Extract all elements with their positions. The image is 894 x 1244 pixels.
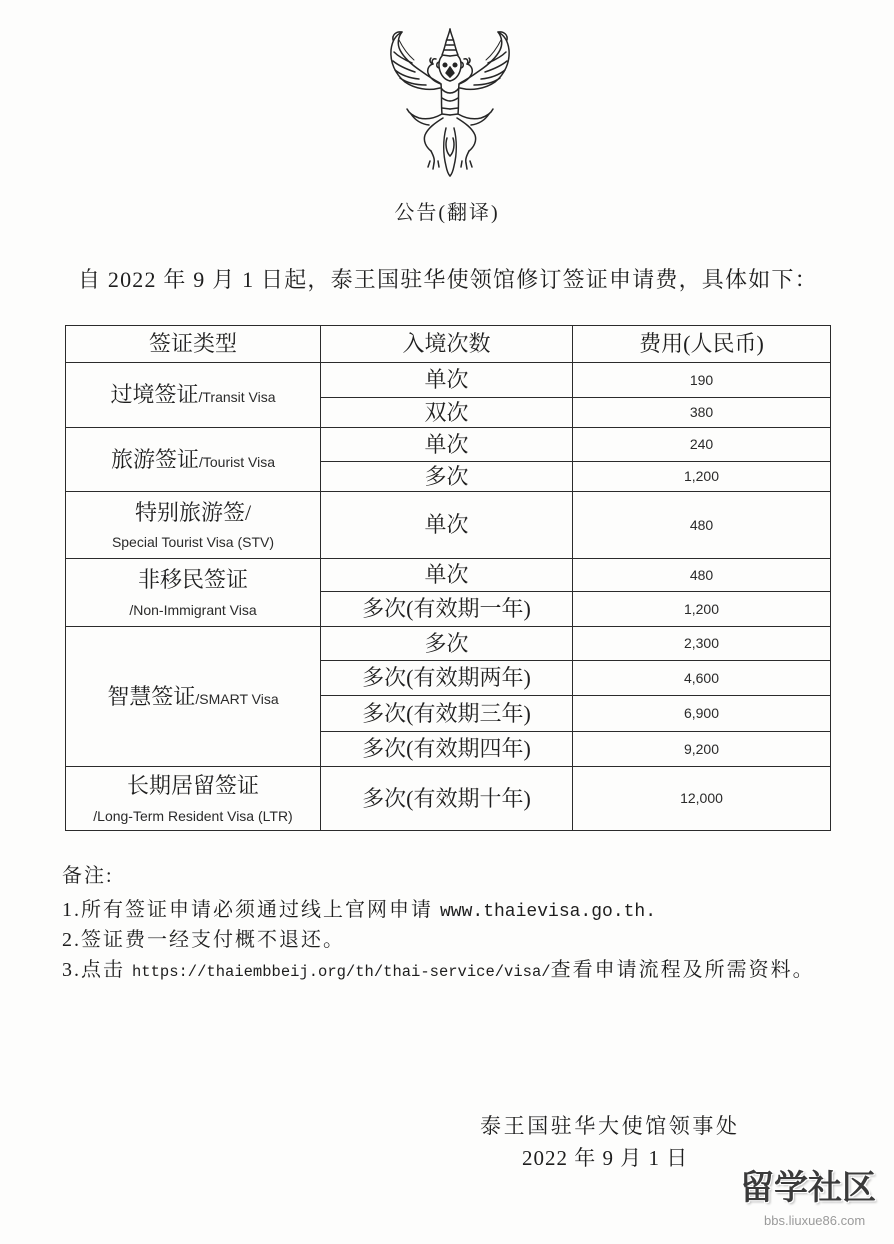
note-text: 1.所有签证申请必须通过线上官网申请 — [62, 899, 433, 921]
table-row — [66, 767, 831, 831]
table-row — [66, 492, 831, 559]
fee-amount: 6,900 — [573, 696, 831, 732]
visa-type-en: /Transit Visa — [198, 389, 276, 406]
watermark-brand: 留学社区 — [740, 1168, 876, 1208]
fee-amount: 1,200 — [573, 462, 831, 492]
visa-type-non-immigrant — [66, 559, 321, 627]
note-text: 3.点击 — [62, 959, 125, 981]
fee-amount: 240 — [573, 428, 831, 462]
entry-count: 多次(有效期四年) — [321, 732, 573, 767]
entry-count: 单次 — [321, 559, 573, 592]
entry-count: 双次 — [321, 398, 573, 428]
visa-type-zh: 非移民签证 — [137, 567, 248, 593]
visa-fee-table — [65, 325, 831, 831]
entry-count: 多次(有效期十年) — [321, 767, 573, 831]
header-fee: 费用(人民币) — [573, 326, 831, 363]
table-header-row — [66, 326, 831, 363]
visa-type-ltr — [66, 767, 321, 831]
visa-type-zh: 长期居留签证 — [126, 773, 259, 799]
entry-count: 多次 — [321, 462, 573, 492]
fee-amount: 190 — [573, 363, 831, 398]
table-body — [66, 363, 831, 831]
note-item-2 — [62, 927, 345, 953]
table-row — [66, 363, 831, 398]
visa-type-zh: 旅游签证 — [110, 446, 199, 472]
entry-count: 单次 — [321, 492, 573, 559]
fee-amount: 480 — [573, 559, 831, 592]
table-row — [66, 627, 831, 661]
table-row — [66, 559, 831, 592]
visa-type-en: /Long-Term Resident Visa (LTR) — [93, 807, 293, 824]
entry-count: 多次(有效期一年) — [321, 592, 573, 627]
fee-amount: 12,000 — [573, 767, 831, 831]
signature-date: 2022 年 9 月 1 日 — [522, 1146, 689, 1170]
visa-type-en: /Tourist Visa — [199, 453, 275, 470]
watermark-site: bbs.liuxue86.com — [764, 1213, 866, 1228]
fee-amount: 9,200 — [573, 732, 831, 767]
header-entry-count: 入境次数 — [321, 326, 573, 363]
entry-count: 多次(有效期两年) — [321, 661, 573, 696]
table-row — [66, 428, 831, 462]
note-item-1 — [62, 897, 656, 925]
fee-amount: 4,600 — [573, 661, 831, 696]
entry-count: 多次 — [321, 627, 573, 661]
entry-count: 单次 — [321, 428, 573, 462]
note-tail: 查看申请流程及所需资料。 — [550, 959, 815, 981]
table-head — [66, 326, 831, 363]
visa-type-en: /SMART Visa — [195, 690, 279, 707]
note-url: www.thaievisa.go.th. — [440, 902, 657, 922]
intro-paragraph: 自 2022 年 9 月 1 日起，泰王国驻华使领馆修订签证申请费，具体如下： — [78, 267, 818, 292]
visa-type-en: Special Tourist Visa (STV) — [111, 534, 275, 551]
note-item-3 — [62, 957, 815, 985]
fee-amount: 380 — [573, 398, 831, 428]
garuda-icon — [385, 28, 515, 178]
notes-heading: 备注: — [62, 865, 114, 887]
entry-count: 单次 — [321, 363, 573, 398]
visa-type-transit — [66, 363, 321, 428]
visa-type-en: /Non-Immigrant Visa — [129, 601, 257, 618]
visa-type-stv — [66, 492, 321, 559]
visa-type-tourist — [66, 428, 321, 492]
garuda-emblem — [385, 28, 515, 178]
note-url: https://thaiembbeij.org/th/thai-service/visa/ — [132, 963, 551, 981]
note-text: 2.签证费一经支付概不退还。 — [62, 929, 345, 951]
fee-amount: 2,300 — [573, 627, 831, 661]
document-title: 公告(翻译) — [394, 202, 500, 224]
signature-office: 泰王国驻华大使馆领事处 — [480, 1114, 740, 1138]
entry-count: 多次(有效期三年) — [321, 696, 573, 732]
visa-type-zh: 过境签证 — [110, 382, 199, 408]
header-visa-type: 签证类型 — [66, 326, 321, 363]
visa-type-zh: 特别旅游签/ — [134, 499, 252, 525]
visa-type-smart — [66, 627, 321, 767]
fee-amount: 1,200 — [573, 592, 831, 627]
fee-amount: 480 — [573, 492, 831, 559]
visa-type-zh: 智慧签证 — [107, 683, 196, 709]
